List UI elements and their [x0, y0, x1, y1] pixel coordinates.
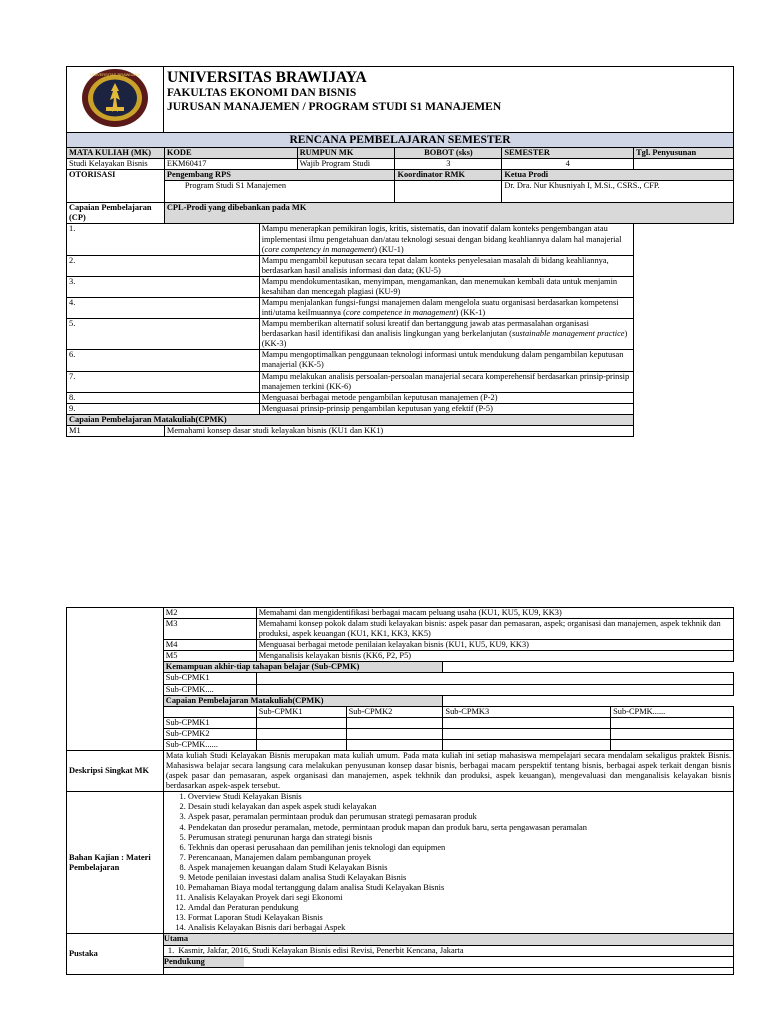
cpl-row [67, 371, 734, 392]
matrix-cell [346, 739, 443, 750]
cpmk-no: M4 [163, 640, 256, 651]
matrix-cell [443, 728, 611, 739]
matrix-col: Sub-CPMK2 [346, 706, 443, 717]
pustaka-utama-label: Utama [164, 934, 244, 944]
subcpmk-desc [256, 673, 733, 684]
pustaka-item-no: 1. [167, 945, 179, 955]
page1 [66, 66, 734, 437]
head-semester: SEMESTER [502, 148, 634, 159]
department-name: JURUSAN MANAJEMEN / PROGRAM STUDI S1 MANAJEMEN [167, 101, 502, 113]
matrix-row: Sub-CPMK1 [163, 717, 256, 728]
cpl-text-main: Mampu menerapkan pemikiran logis, kritis, sistematis, dan inovatif dalam konteks pengembangan atau implementasi ilmu pengetahuan dan/atau teknologi sesuai dengan bidang keahliannya dalam hal manajerial ( [261, 224, 622, 254]
cpmk-no: M5 [163, 651, 256, 662]
cpl-no: 3. [67, 276, 260, 297]
cpl-text-main: Mampu melakukan analisis persoalan-persoalan manajerial secara komperehensif berdasarkan prinsip-prinsip manajemen terkini (KK-6) [261, 371, 630, 391]
cpl-row [67, 403, 734, 414]
cpl-text-italic: core competency in management [264, 244, 375, 254]
pengembang-label: Pengembang RPS [164, 170, 395, 181]
cpmk-header: Capaian Pembelajaran Matakuliah(CPMK) [67, 414, 634, 425]
koordinator-label: Koordinator RMK [395, 170, 502, 181]
subcpmk-header: Kemampuan akhir-tiap tahapan belajar (Sub-CPMK) [163, 662, 443, 673]
matrix-cell [611, 728, 734, 739]
matrix-row: Sub-CPMK2 [163, 728, 256, 739]
otorisasi-label: OTORISASI [67, 170, 165, 203]
pustaka-item-text: Kasmir, Jakfar, 2016, Studi Kelayakan Bisnis edisi Revisi, Penerbit Kencana, Jakarta [178, 945, 464, 955]
course-code: EKM60417 [164, 159, 297, 170]
bahan-item: 3. Aspek pasar, peramalan permintaan produk dan perumusan strategi pemasaran produk [188, 812, 731, 822]
cpmk-text: Memahami dan mengidentifikasi berbagai macam peluang usaha (KU1, KU5, KU9, KK3) [256, 608, 733, 619]
university-logo-icon [80, 67, 150, 129]
university-name: UNIVERSITAS BRAWIJAYA [167, 69, 367, 86]
matrix-cell [611, 739, 734, 750]
doc-title: RENCANA PEMBELAJARAN SEMESTER [67, 133, 734, 148]
head-bobot: BOBOT (sks) [395, 148, 502, 159]
pustaka-pendukung-items [163, 967, 733, 974]
cpl-row [67, 298, 734, 319]
cpl-text-tail: ) (KU-1) [374, 244, 404, 254]
subcpmk-desc [256, 684, 733, 695]
bahan-item: 8. Aspek manajemen keuangan dalam Studi Kelayakan Bisnis [188, 863, 731, 873]
matrix-cell [611, 717, 734, 728]
bahan-item: 11. Analisis Kelayakan Proyek dari segi Ekonomi [188, 893, 731, 903]
cpl-no: 9. [67, 403, 260, 414]
cpl-text-italic: sustainable management practice [511, 329, 625, 339]
cpl-text-main: Mampu mendokumentasikan, menyimpan, mengamankan, dan menemukan kembali data untuk menjamin kesahihan dan mencegah plagiasi (KU-9) [261, 276, 618, 296]
matrix-cell [256, 717, 346, 728]
cpl-no: 8. [67, 392, 260, 403]
bahan-item: 4. Pendekatan dan prosedur peramalan, metode, permintaan produk mapan dan produk baru, serta pengawasan peramalan [188, 823, 731, 833]
subcpmk-item: Sub-CPMK1 [163, 673, 256, 684]
bahan-list [166, 792, 731, 933]
cpl-no: 5. [67, 319, 260, 350]
cpl-row [67, 276, 734, 297]
bahan-item: 10. Pemahaman Biaya modal tertanggung dalam analisa Studi Kelayakan Bisnis [188, 883, 731, 893]
koordinator-value [395, 181, 502, 203]
page2 [66, 607, 734, 975]
cpl-no: 1. [67, 224, 260, 255]
faculty-name: FAKULTAS EKONOMI DAN BISNIS [167, 87, 357, 99]
cpl-text-main: Mampu mengoptimalkan penggunaan teknologi informasi untuk mendukung dalam pengambilan keputusan manajerial (KK-5) [261, 350, 624, 370]
cpl-text-tail: ) (KK-3) [261, 329, 628, 349]
cpl-text-main: Menguasai prinsip-prinsip pengambilan keputusan yang efektif (P-5) [261, 403, 493, 413]
matrix-row: Sub-CPMK...... [163, 739, 256, 750]
cpl-text-tail: ) (KK-1) [455, 308, 486, 318]
matrix-col: Sub-CPMK...... [611, 706, 734, 717]
cpl-no: 2. [67, 255, 260, 276]
title-cell [164, 67, 734, 133]
cpl-no: 7. [67, 371, 260, 392]
cpl-row [67, 319, 734, 350]
cpl-row [67, 392, 734, 403]
course-bobot: 3 [395, 159, 502, 170]
cp-label-continued [67, 608, 164, 752]
kaprodi-value: Dr. Dra. Nur Khusniyah I, M.Si., CSRS., CFP. [502, 181, 734, 203]
bahan-label: Bahan Kajian : Materi Pembelajaran [67, 792, 164, 934]
cpl-text [259, 319, 633, 350]
matrix-col: Sub-CPMK3 [443, 706, 611, 717]
cpl-text [259, 255, 633, 276]
cpl-text [259, 371, 633, 392]
bahan-item: 13. Format Laporan Studi Kelayakan Bisnis [188, 913, 731, 923]
blank-cell [443, 695, 611, 706]
cpl-text-main: Menguasai berbagai metode pengambilan keputusan manajemen (P-2) [261, 392, 498, 402]
cpmk-no: M2 [163, 608, 256, 619]
matrix-cell [256, 739, 346, 750]
pustaka-pendukung-wrap [163, 956, 733, 967]
cpl-no: 4. [67, 298, 260, 319]
bahan-item: 1. Overview Studi Kelayakan Bisnis [188, 792, 731, 802]
kaprodi-label: Ketua Prodi [502, 170, 734, 181]
cp-label: Capaian Pembelajaran (CP) [67, 203, 165, 224]
cpmk-text: Memahami konsep pokok dalam studi kelayakan bisnis: aspek pasar dan pemasaran, aspek; organisasi dan manajemen, aspek tekhnik dan produksi, aspek keuangan (KU1, KK1, KK3, KK5) [256, 619, 733, 640]
cpl-text [259, 350, 633, 371]
cpl-text [259, 276, 633, 297]
head-mk: MATA KULIAH (MK) [67, 148, 165, 159]
pengembang-value: Program Studi S1 Manajemen [164, 181, 395, 203]
header-table [66, 66, 734, 133]
bahan-item: 7. Perencanaan, Manajemen dalam pembangunan proyek [188, 853, 731, 863]
matrix-cell [346, 728, 443, 739]
matrix-cell [256, 728, 346, 739]
pustaka-label: Pustaka [67, 934, 164, 974]
cpl-header: CPL-Prodi yang dibebankan pada MK [164, 203, 733, 224]
cpmk-no: M1 [67, 425, 165, 436]
rps-table [66, 132, 734, 437]
head-rumpun: RUMPUN MK [297, 148, 395, 159]
matrix-corner [163, 706, 256, 717]
course-semester: 4 [502, 159, 634, 170]
blank-cell [443, 662, 611, 673]
course-rumpun: Wajib Program Studi [297, 159, 395, 170]
cpl-text-main: Mampu memberikan alternatif solusi kreatif dan bertanggung jawab atas permasalahan organisasi berdasarkan hasil identifikasi dan analisis lingkungan yang berkelanjutan ( [261, 319, 589, 339]
cpmk-text: Menguasai berbagai metode penilaian kelayakan bisnis (KU1, KU5, KU9, KK3) [256, 640, 733, 651]
cpl-text [259, 298, 633, 319]
matrix-col: Sub-CPMK1 [256, 706, 346, 717]
bahan-item: 2. Desain studi kelayakan dan aspek aspek studi kelayakan [188, 802, 731, 812]
matrix-header: Capaian Pembelajaran Matakuliah(CPMK) [163, 695, 443, 706]
course-name: Studi Kelayakan Bisnis [67, 159, 165, 170]
head-tgl: Tgl. Penyusunan [634, 148, 734, 159]
cpl-no: 6. [67, 350, 260, 371]
subcpmk-item: Sub-CPMK.... [163, 684, 256, 695]
pustaka-pendukung-label: Pendukung [164, 957, 244, 967]
bahan-item: 14. Analisis Kelayakan Bisnis dari berbagai Aspek [188, 923, 731, 933]
course-tgl [634, 159, 734, 170]
cpl-row [67, 255, 734, 276]
cpl-list [67, 224, 734, 414]
cpl-text [259, 392, 633, 403]
head-kode: KODE [164, 148, 297, 159]
matrix-cell [443, 717, 611, 728]
bahan-item: 12. Amdal dan Peraturan pendukung [188, 903, 731, 913]
bahan-item: 5. Perumusan strategi penurunan harga dan strategi bisnis [188, 833, 731, 843]
cpl-text-main: Mampu menjalankan fungsi-fungsi manajemen dalam mengelola suatu organisasi berdasarkan kompetensi inti/utama keilmuannya ( [261, 298, 619, 318]
cpl-row [67, 224, 734, 255]
bahan-item: 9. Metode penilaian investasi dalam analisa Studi Kelayakan Bisnis [188, 873, 731, 883]
cpl-text-main: Mampu mengambil keputusan secara tepat dalam konteks penyelesaian masalah di bidang keahliannya, berdasarkan hasil analisis informasi dan data; (KU-5) [261, 255, 609, 275]
cpl-text-italic: core competence in management [345, 308, 456, 318]
cpl-text [259, 403, 633, 414]
bahan-item: 6. Tekhnis dan operasi perusahaan dan pemilihan jenis teknologi dan equipmen [188, 843, 731, 853]
cpmk-text: Menganalisis kelayakan bisnis (KK6, P2, P5) [256, 651, 733, 662]
logo-text: UNIVERSITAS BRAWIJAYA [90, 72, 140, 77]
pustaka-utama-wrap [163, 934, 733, 945]
deskripsi-table [66, 750, 734, 975]
cpl-row [67, 350, 734, 371]
bahan-cell [163, 792, 733, 934]
matrix-cell [443, 739, 611, 750]
deskripsi-label: Deskripsi Singkat MK [67, 751, 164, 792]
cpl-text [259, 224, 633, 255]
deskripsi-text: Mata kuliah Studi Kelayakan Bisnis merupakan mata kuliah umum. Pada mata kuliah ini setiap mahasiswa mempelajari secara mendalam sekaligus praktek Bisnis. Mahasiswa belajar secara langsung cara melakukan penyusunan konsep dasar bisnis, berbagai macam perspektif tentang bisnis, berbagai aspek terkait dengan bisnis (aspek pasar dan pemasaran, aspek organisasi dan manajemen, aspek tekhnik dan produksi, aspek keuangan), mengevaluasi dan menganalisis kelayakan bisnis berdasarkan aspek-aspek tersebut. [163, 751, 733, 792]
cpmk-no: M3 [163, 619, 256, 640]
cpmk-text: Memahami konsep dasar studi kelayakan bisnis (KU1 dan KK1) [164, 425, 633, 436]
logo-cell [67, 67, 164, 133]
pustaka-item [163, 945, 733, 956]
matrix-cell [346, 717, 443, 728]
rps-table-continued [66, 607, 734, 751]
